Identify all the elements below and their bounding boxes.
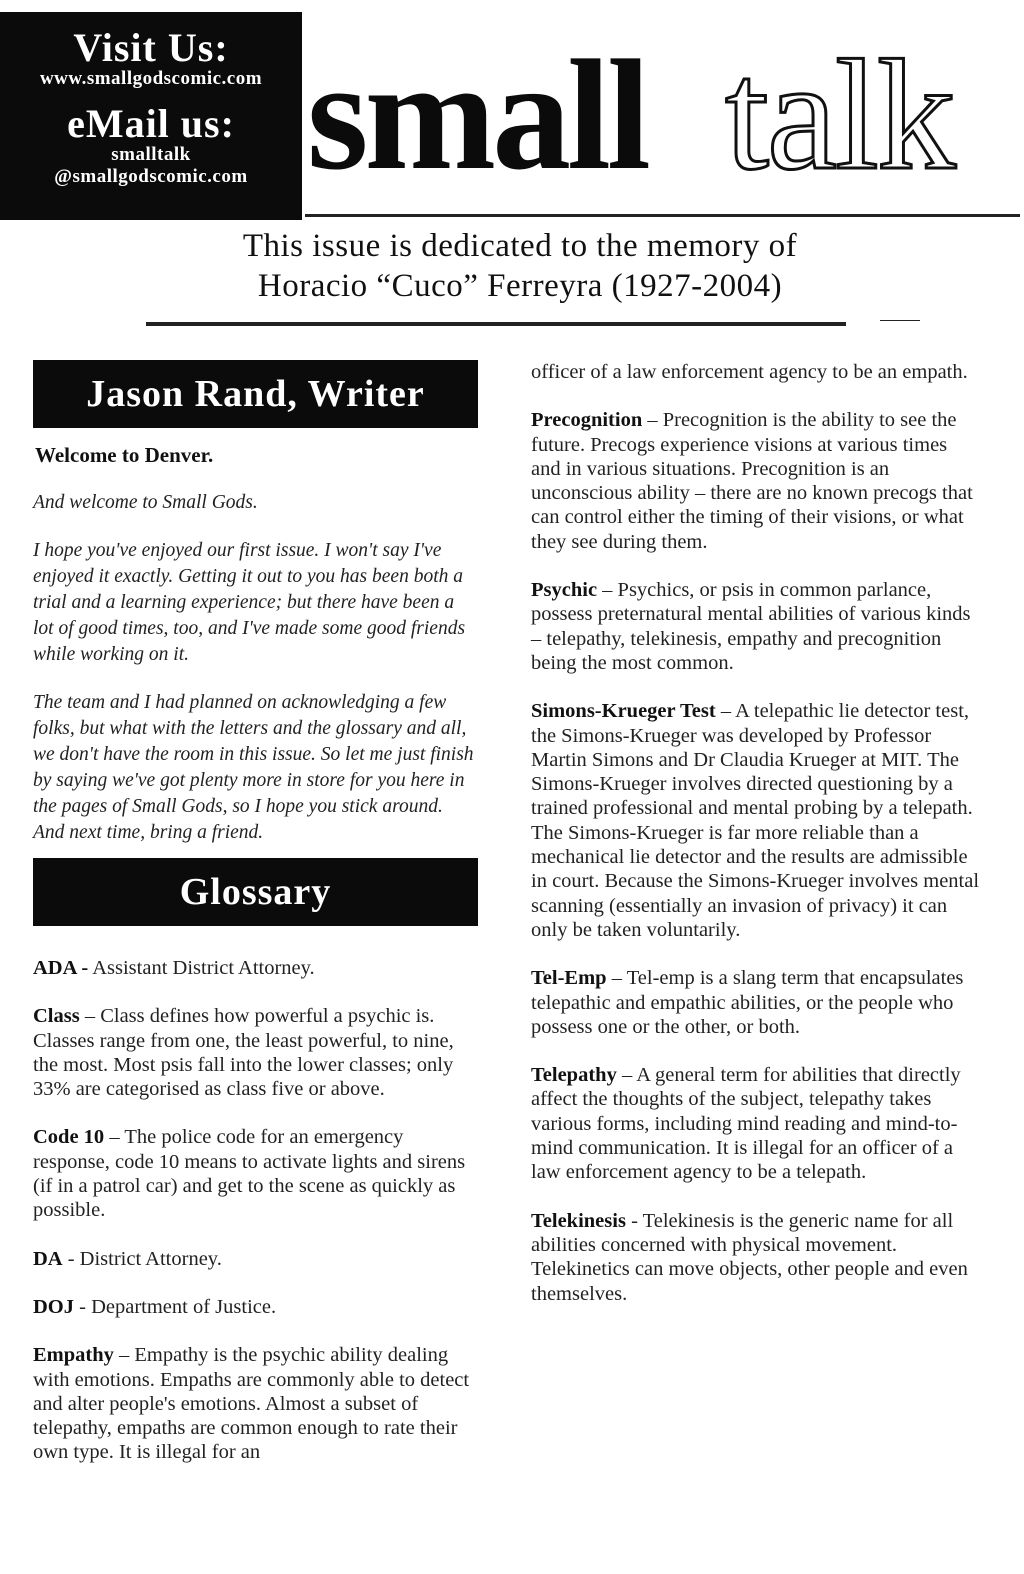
glossary-entry [531,699,981,942]
glossary-heading: Glossary [33,858,478,926]
glossary-term: Psychic [531,579,598,602]
left-column [33,360,478,1489]
dedication-line-2: Horacio “Cuco” Ferreyra (1927-2004) [257,268,783,304]
glossary-entry [531,966,981,1039]
email-title: eMail us: [67,101,235,146]
glossary-entry [531,1209,981,1306]
writer-heading: Jason Rand, Writer [33,360,478,428]
website-link[interactable]: www.smallgodscomic.com [39,68,263,89]
writer-paragraph-1: And welcome to Small Gods. [33,492,258,513]
glossary-term: Empathy [33,1344,114,1367]
glossary-entry [33,1343,478,1464]
visit-title: Visit Us: [73,25,229,70]
welcome-line: Welcome to Denver. [35,443,214,467]
logo-word-small: small [307,28,647,203]
glossary-term: Telepathy [531,1064,617,1087]
dedication-line-1: This issue is dedicated to the memory of [242,228,798,264]
glossary-term: DA [33,1247,63,1270]
glossary-definition: – The police code for an emergency response, code 10 means to activate lights and sirens (if in a patrol car) and get to the scene as quickly as possible. [33,1126,466,1222]
glossary-entry [531,1063,981,1184]
glossary-entry [33,1295,478,1319]
glossary-definition: – Empathy is the psychic ability dealing with emotions. Empaths are commonly able to detect and alter people's emotions. Almost a subset of telepathy, empaths are common enough to rate their own type. It is illegal for an [33,1344,470,1464]
glossary-continuation: officer of a law enforcement agency to be an empath. [531,361,968,383]
glossary-term: Precognition [531,409,643,432]
dedication [120,226,920,306]
dedication-rule-tail [880,320,920,321]
glossary-definition: – A telepathic lie detector test, the Simons-Krueger was developed by Professor Martin Simons and Dr Claudia Krueger at MIT. The Simons-Krueger involves directed questioning by a trained professional and mental probing by a telepath. The Simons-Krueger is far more reliable than a mechanical lie detector and the results are admissible in court. Because the Simons-Krueger involves mental scanning (essentially an invasion of privacy) it can only be taken voluntarily. [531,700,980,941]
glossary-term: Tel-Emp [531,967,607,990]
small-talk-logo [305,20,1024,210]
glossary-definition: – A general term for abilities that directly affect the thoughts of the subject, telepathy takes various forms, including mind reading and mind-to-mind communication. It is illegal for an officer of a law enforcement agency to be a telepath. [531,1064,961,1184]
glossary-term: DOJ [33,1295,74,1318]
writer-paragraph-2: I hope you've enjoyed our first issue. I won't say I've enjoyed it exactly. Getting it out to you has been both a trial and a learning experience; but there have been a lot of good times, too, and I've made some good friends while working on it. [33,540,466,665]
dedication-rule [146,322,846,326]
glossary-definition: Assistant District Attorney. [88,957,315,979]
glossary-definition: – Psychics, or psis in common parlance, possess preternatural mental abilities of various kinds – telepathy, telekinesis, empathy and precognition being the most common. [531,579,971,674]
glossary-definition: - Telekinesis is the generic name for all abilities concerned with physical movement. Telekinetics can move objects, other people and even themselves. [531,1209,968,1305]
glossary-entry [33,1247,478,1271]
glossary-entry [531,578,981,675]
logo-word-talk: talk [725,28,954,203]
glossary-definition: – Precognition is the ability to see the future. Precogs experience visions at various times and in various situations. Precognition is an unconscious ability – there are no known precogs that can control either the timing of their visions, or what they see during them. [531,409,973,553]
glossary-term: Simons-Krueger Test [531,700,716,723]
glossary-entry [33,1125,478,1222]
glossary-entry [33,956,478,980]
header-rule [305,214,1020,217]
glossary-entry [531,408,981,554]
glossary-definition: - Department of Justice. [74,1295,277,1318]
glossary-definition: – Tel-emp is a slang term that encapsulates telepathic and empathic abilities, or the people who possess one or the other, or both. [531,967,964,1038]
glossary-term: ADA - [33,957,89,979]
writer-paragraph-3: The team and I had planned on acknowledging a few folks, but what with the letters and the glossary and all, we don't have the room in this issue. So let me just finish by saying we've got plenty more in store for you here in the pages of Small Gods, so I hope you stick around. And next time, bring a friend. [33,692,474,843]
email-line-2[interactable]: @smallgodscomic.com [54,166,248,187]
email-line-1[interactable]: smalltalk [111,144,191,165]
glossary-term: Class [33,1005,80,1028]
glossary-term: Telekinesis [531,1209,626,1232]
glossary-term: Code 10 [33,1126,105,1149]
glossary-entry [33,1004,478,1101]
right-column [531,360,981,1330]
contact-box [0,12,302,220]
glossary-definition: - District Attorney. [62,1247,222,1270]
glossary-definition: – Class defines how powerful a psychic is. Classes range from one, the least powerful, to nine, the most. Most psis fall into the lower classes; only 33% are categorised as class five or above. [33,1005,454,1101]
